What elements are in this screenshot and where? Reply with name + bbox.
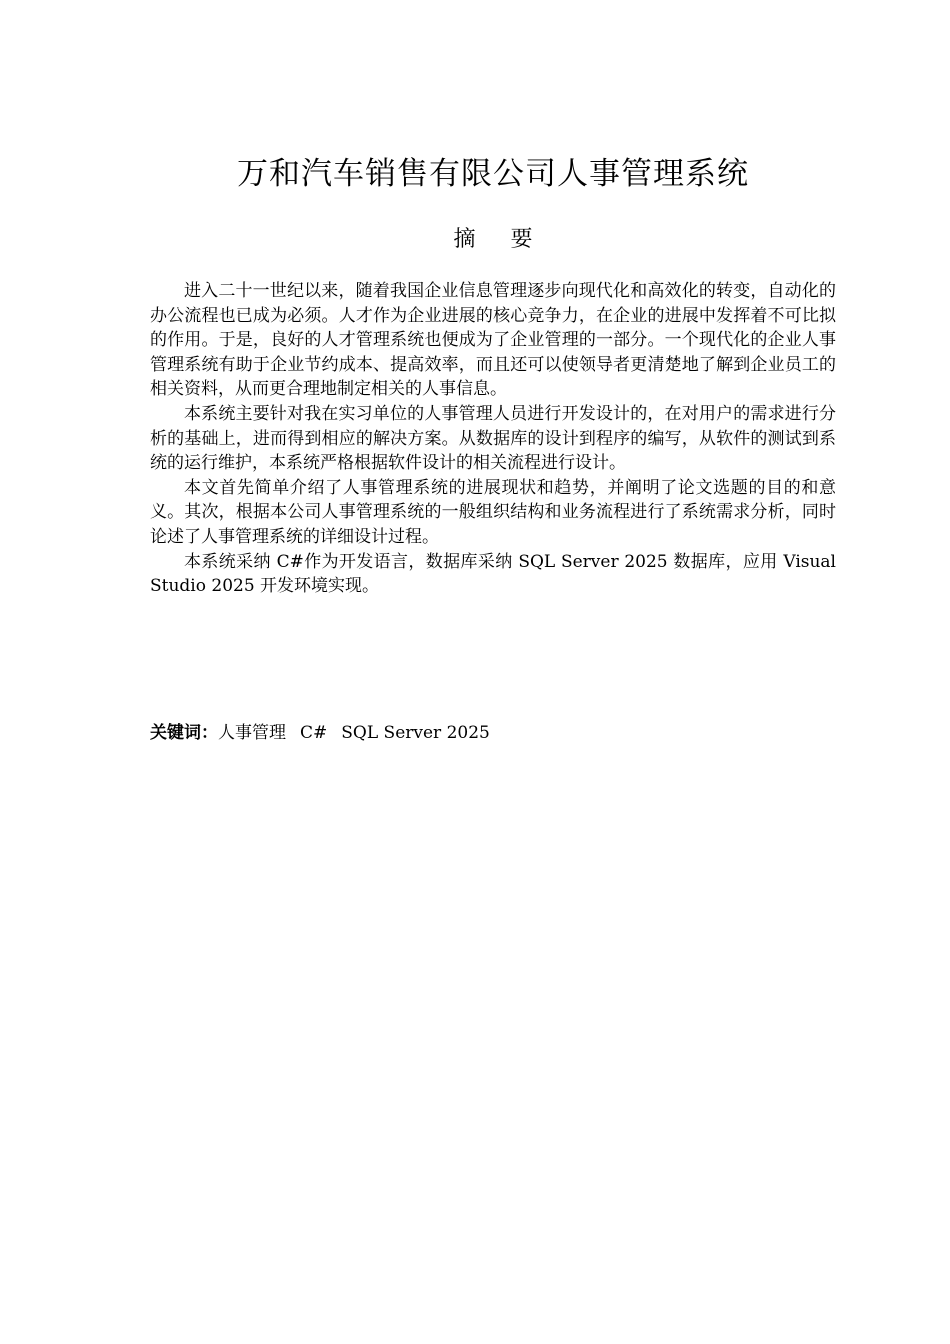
keyword-item: C# (300, 723, 328, 743)
abstract-paragraph-4: 本系统采纳 C#作为开发语言，数据库采纳 SQL Server 2025 数据库，应用 Visual Studio 2025 开发环境实现。 (150, 551, 836, 597)
abstract-body (150, 279, 836, 599)
keyword-item: SQL Server 2025 (341, 723, 490, 743)
abstract-paragraph-3: 本文首先简单介绍了人事管理系统的进展现状和趋势，并阐明了论文选题的目的和意义。其次，根据本公司人事管理系统的一般组织结构和业务流程进行了系统需求分析，同时论述了人事管理系统的详细设计过程。 (150, 477, 836, 547)
abstract-paragraph-1: 进入二十一世纪以来，随着我国企业信息管理逐步向现代化和高效化的转变，自动化的办公流程也已成为必须。人才作为企业进展的核心竞争力，在企业的进展中发挥着不可比拟的作用。于是，良好的人才管理系统也便成为了企业管理的一部分。一个现代化的企业人事管理系统有助于企业节约成本、提高效率，而且还可以使领导者更清楚地了解到企业员工的相关资料，从而更合理地制定相关的人事信息。 (150, 281, 836, 400)
keywords-label: 关键词： (150, 723, 218, 743)
abstract-paragraph-2: 本系统主要针对我在实习单位的人事管理人员进行开发设计的，在对用户的需求进行分析的基础上，进而得到相应的解决方案。从数据库的设计到程序的编写，从软件的测试到系统的运行维护，本系统严格根据软件设计的相关流程进行设计。 (150, 403, 836, 474)
keywords-line (150, 721, 836, 745)
abstract-heading: 摘 要 (453, 227, 547, 252)
keyword-item: 人事管理 (218, 723, 286, 743)
document-title: 万和汽车销售有限公司人事管理系统 (237, 156, 749, 192)
